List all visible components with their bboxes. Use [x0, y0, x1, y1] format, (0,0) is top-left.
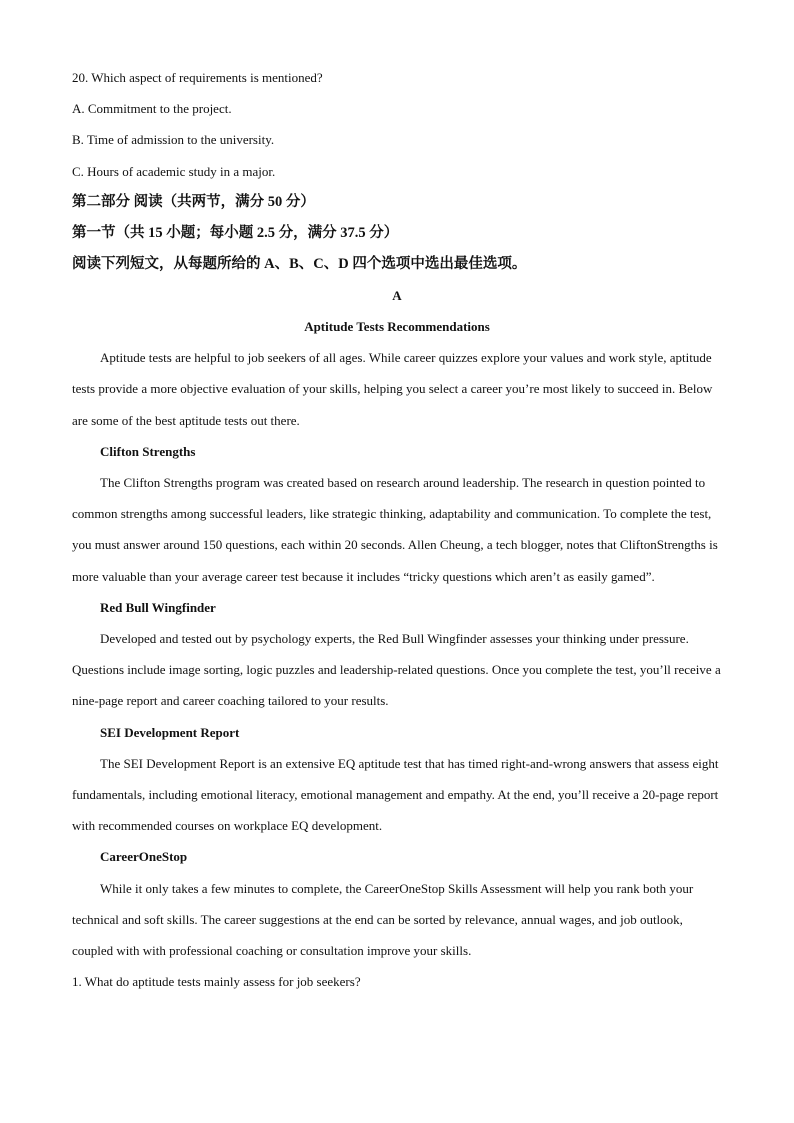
- passage-title: Aptitude Tests Recommendations: [304, 319, 490, 335]
- question-20-option-c: C. Hours of academic study in a major.: [72, 163, 276, 179]
- question-1-stem: 1. What do aptitude tests mainly assess for job seekers?: [72, 974, 361, 990]
- section-body-clifton-strengths: The Clifton Strengths program was created based on research around leadership. The research in question pointed to common strengths among successful leaders, like strategic thinking, adaptability and communication. To complete the test, you must answer around 150 questions, each within 20 seconds. Allen Cheung, a tech blogger, notes that CliftonStrengths is more valuable than your average career test because it includes “tricky questions which aren’t as easily gamed”.: [72, 475, 718, 584]
- section-heading-red-bull-wingfinder: Red Bull Wingfinder: [100, 599, 216, 615]
- reading-instruction: 阅读下列短文，从每题所给的 A、B、C、D 四个选项中选出最佳选项。: [72, 255, 527, 272]
- passage-letter: A: [392, 287, 402, 303]
- passage-intro: Aptitude tests are helpful to job seekers of all ages. While career quizzes explore your values and work style, aptitude tests provide a more objective evaluation of your skills, helping you select a career you’re most likely to succeed in. Below are some of the best aptitude tests out there.: [72, 350, 713, 428]
- question-20-option-b: B. Time of admission to the university.: [72, 132, 275, 148]
- subsection-title: 第一节（共 15 小题；每小题 2.5 分，满分 37.5 分）: [72, 224, 399, 241]
- section-heading-clifton-strengths: Clifton Strengths: [100, 443, 196, 459]
- section-heading-careeronestop: CareerOneStop: [100, 849, 188, 865]
- question-20-stem: 20. Which aspect of requirements is mentioned?: [72, 70, 323, 85]
- section-heading-sei-development-report: SEI Development Report: [100, 724, 240, 740]
- section-body-red-bull-wingfinder: Developed and tested out by psychology experts, the Red Bull Wingfinder assesses your thinking under pressure. Questions include image sorting, logic puzzles and leadership-related questions. Once you complete the test, you’ll receive a nine-page report and career coaching tailored to your results.: [72, 631, 721, 709]
- document-page: [72, 62, 722, 997]
- part-title: 第二部分 阅读（共两节，满分 50 分）: [72, 193, 315, 210]
- section-body-sei-development-report: The SEI Development Report is an extensive EQ aptitude test that has timed right-and-wrong answers that assess eight fundamentals, including emotional literacy, emotional management and empathy. At the end, you’ll receive a 20-page report with recommended courses on workplace EQ development.: [72, 755, 719, 834]
- section-body-careeronestop: While it only takes a few minutes to complete, the CareerOneStop Skills Assessment will help you rank both your technical and soft skills. The career suggestions at the end can be sorted by relevance, annual wages, and job outlook, coupled with with professional coaching or consultation improve your skills.: [72, 880, 694, 959]
- question-20-option-a: A. Commitment to the project.: [72, 101, 232, 117]
